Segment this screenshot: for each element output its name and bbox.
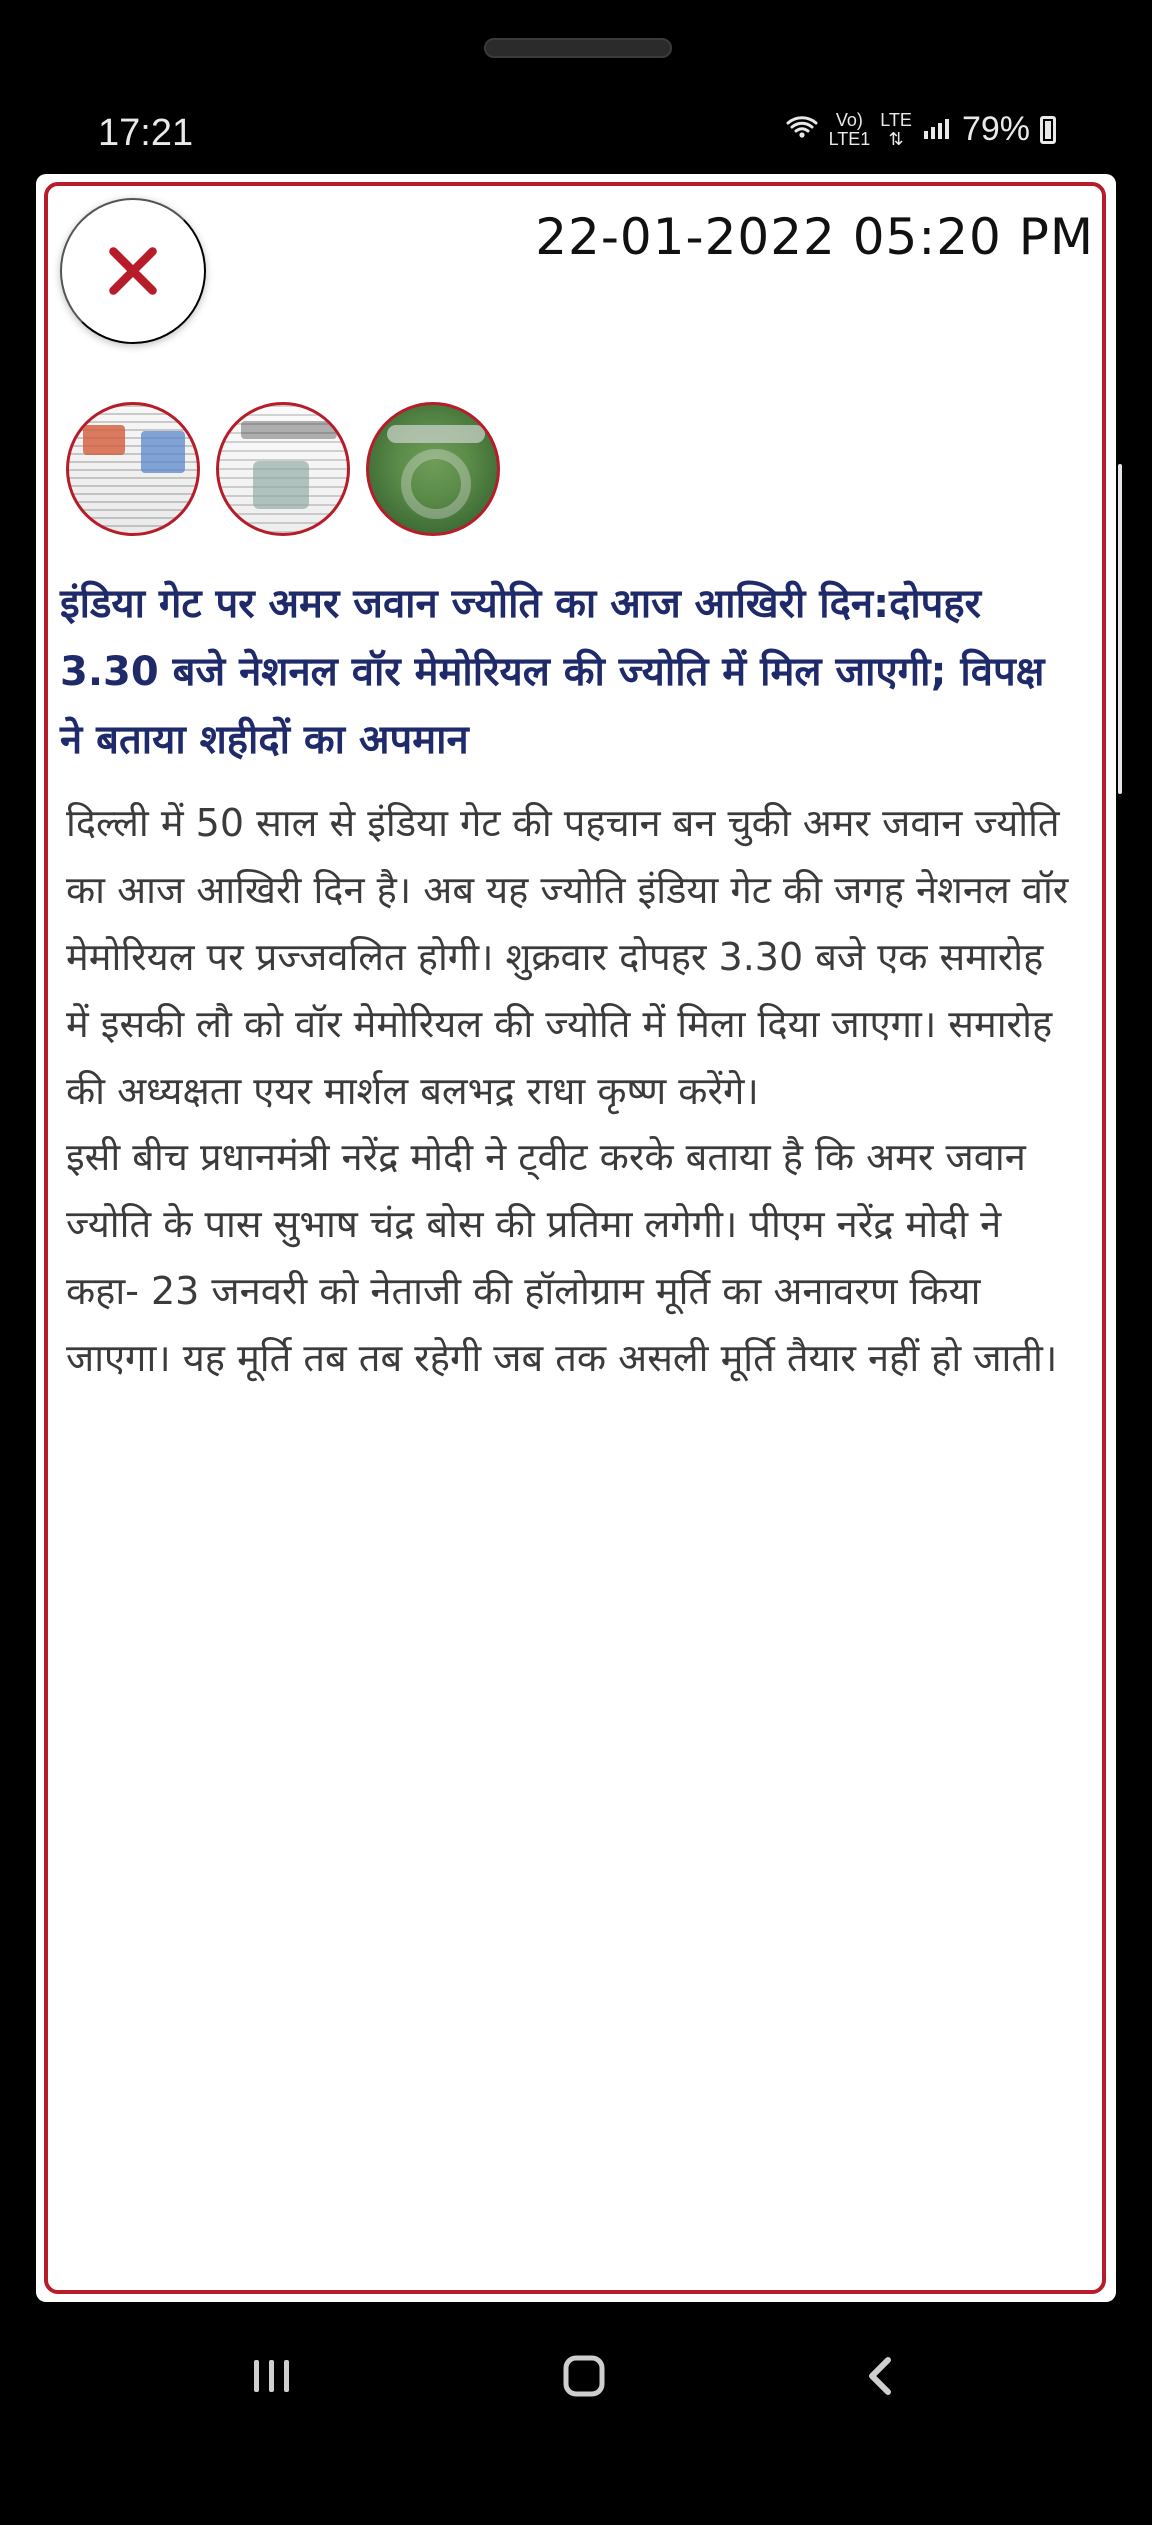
article-thumbnail-3[interactable] bbox=[366, 402, 500, 536]
wifi-icon bbox=[785, 113, 819, 146]
battery-percent: 79% bbox=[961, 110, 1030, 148]
home-button[interactable] bbox=[554, 2346, 614, 2406]
article-body bbox=[66, 790, 1076, 1392]
status-icons bbox=[785, 110, 1056, 149]
status-bar bbox=[0, 100, 1152, 176]
article-headline: इंडिया गेट पर अमर जवान ज्योति का आज आखिरी दिन:दोपहर 3.30 बजे नेशनल वॉर मेमोरियल की ज्योति में मिल जाएगी; विपक्ष ने बताया शहीदों का अपमान bbox=[60, 581, 1045, 763]
back-button[interactable] bbox=[852, 2346, 912, 2406]
article-thumbnail-2[interactable] bbox=[216, 402, 350, 536]
thumbnail-row bbox=[66, 402, 500, 536]
article-timestamp: 22-01-2022 05:20 PM bbox=[535, 208, 1094, 266]
home-icon bbox=[554, 2346, 614, 2406]
close-button[interactable] bbox=[60, 198, 206, 344]
scrollbar-track[interactable] bbox=[1118, 464, 1122, 794]
battery-icon bbox=[1040, 116, 1056, 144]
status-time: 17:21 bbox=[98, 112, 194, 154]
lte-label: LTE bbox=[880, 109, 912, 130]
recents-icon bbox=[242, 2346, 302, 2406]
volte-lte-indicator bbox=[829, 111, 871, 149]
signal-icon bbox=[922, 113, 952, 146]
volte-label: Vo) bbox=[835, 109, 863, 130]
close-icon bbox=[98, 236, 168, 306]
recents-button[interactable] bbox=[242, 2346, 302, 2406]
device-speaker bbox=[484, 38, 672, 58]
lte-indicator bbox=[880, 111, 912, 149]
system-navigation-bar bbox=[0, 2302, 1152, 2525]
article-panel bbox=[36, 174, 1116, 2302]
lte-arrows-icon: ⇅ bbox=[888, 128, 904, 149]
article-paragraph-1: दिल्ली में 50 साल से इंडिया गेट की पहचान बन चुकी अमर जवान ज्योति का आज आखिरी दिन है। अब यह ज्योति इंडिया गेट की जगह नेशनल वॉर मेमोरियल पर प्रज्जवलित होगी। शुक्रवार दोपहर 3.30 बजे एक समारोह में इसकी लौ को वॉर मेमोरियल की ज्योति में मिला दिया जाएगा। समारोह की अध्यक्षता एयर मार्शल बलभद्र राधा कृष्ण करेंगे। bbox=[66, 801, 1069, 1113]
lte1-label: LTE1 bbox=[828, 128, 871, 149]
article-thumbnail-1[interactable] bbox=[66, 402, 200, 536]
back-icon bbox=[852, 2346, 912, 2406]
article-paragraph-2: इसी बीच प्रधानमंत्री नरेंद्र मोदी ने ट्वीट करके बताया है कि अमर जवान ज्योति के पास सुभाष चंद्र बोस की प्रतिमा लगेगी। पीएम नरेंद्र मोदी ने कहा- 23 जनवरी को नेताजी की हॉलोग्राम मूर्ति का अनावरण किया जाएगा। यह मूर्ति तब तब रहेगी जब तक असली मूर्ति तैयार नहीं हो जाती। bbox=[66, 1135, 1058, 1380]
